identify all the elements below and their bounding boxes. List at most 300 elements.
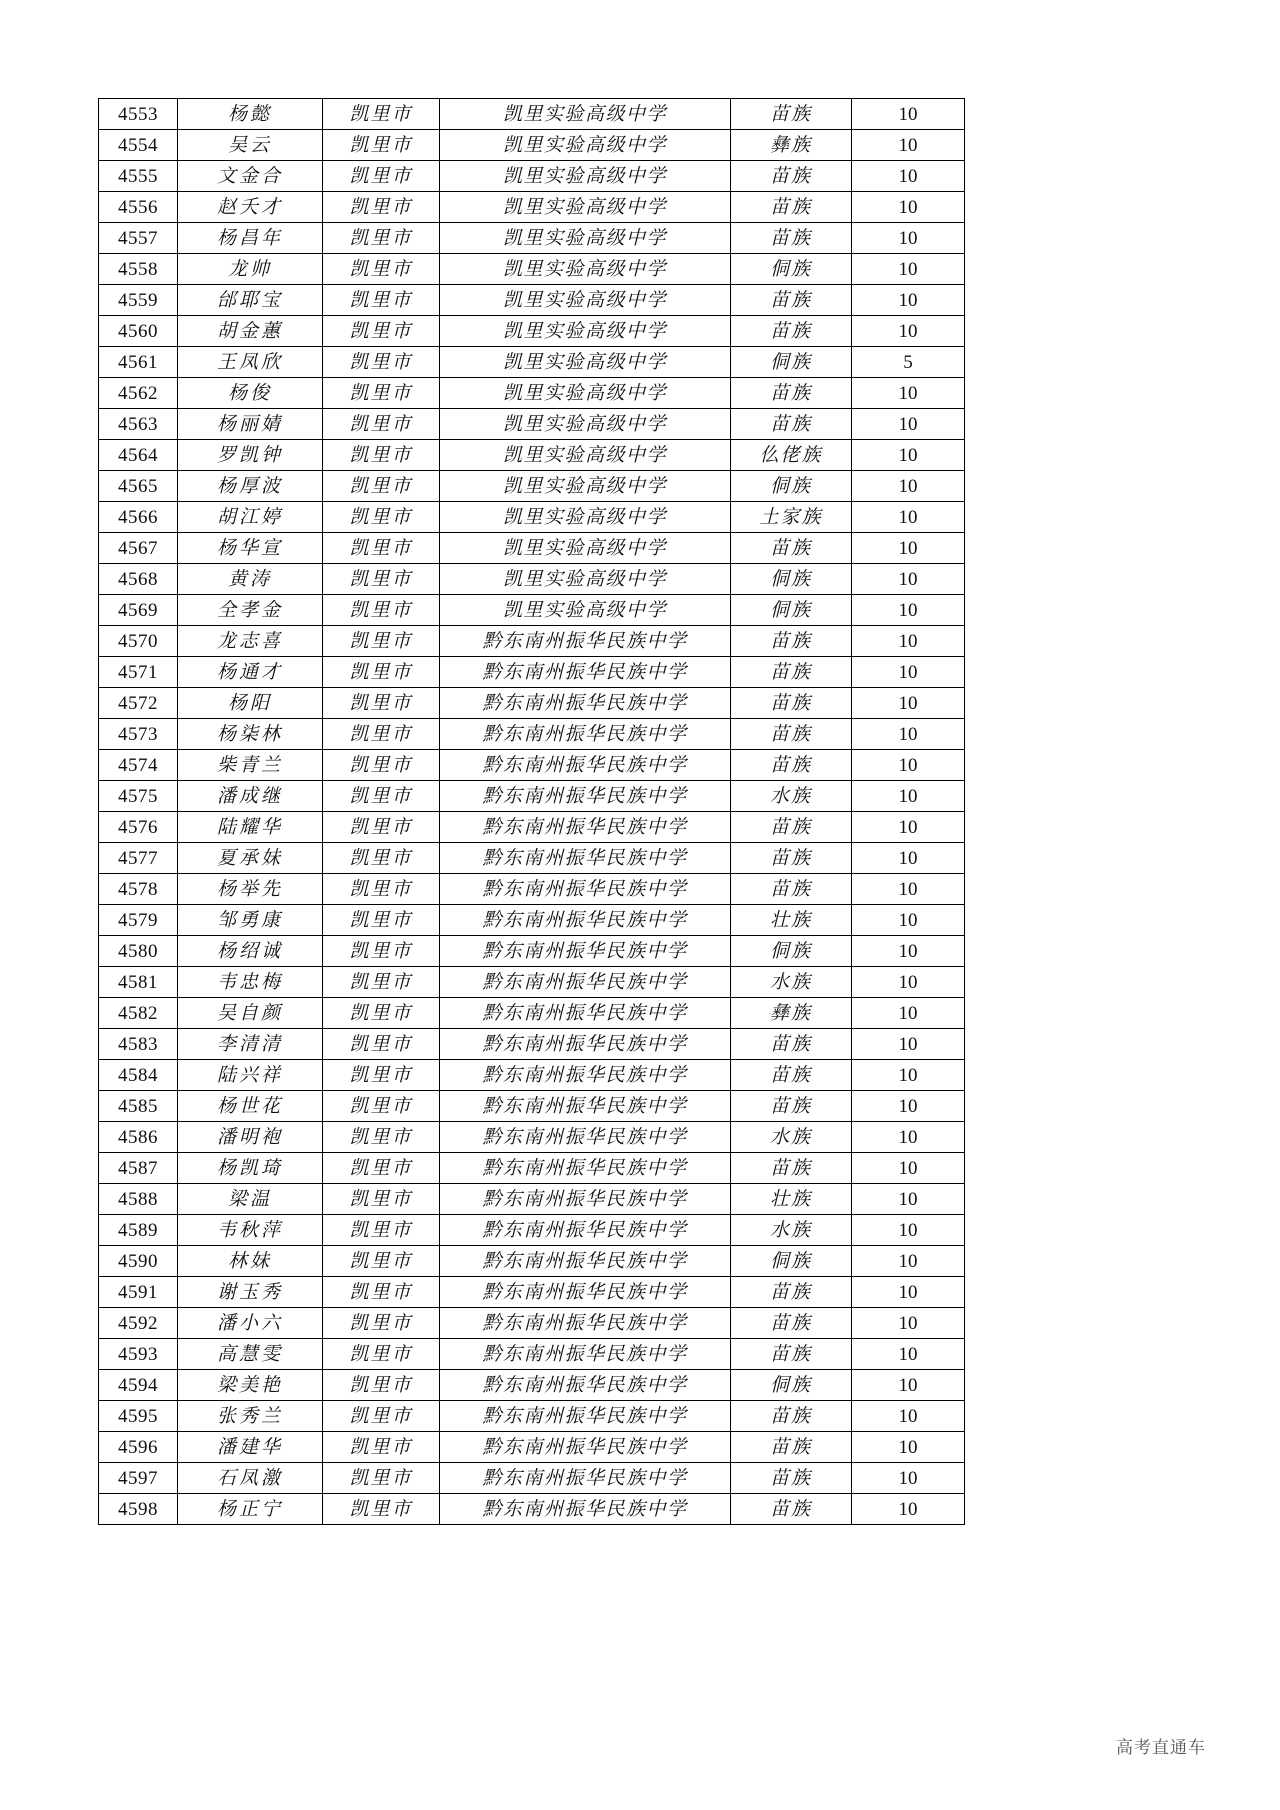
table-row bbox=[99, 1184, 965, 1215]
cell-serial-number: 4588 bbox=[99, 1184, 178, 1215]
cell-city: 凯里市 bbox=[323, 1308, 440, 1339]
cell-city: 凯里市 bbox=[323, 99, 440, 130]
cell-ethnicity: 苗族 bbox=[731, 1494, 852, 1525]
cell-school: 凯里实验高级中学 bbox=[440, 316, 731, 347]
cell-city: 凯里市 bbox=[323, 1091, 440, 1122]
cell-serial-number: 4561 bbox=[99, 347, 178, 378]
cell-school: 凯里实验高级中学 bbox=[440, 533, 731, 564]
cell-bonus-points: 10 bbox=[852, 285, 965, 316]
cell-serial-number: 4553 bbox=[99, 99, 178, 130]
cell-bonus-points: 10 bbox=[852, 1339, 965, 1370]
cell-bonus-points: 10 bbox=[852, 1401, 965, 1432]
cell-school: 黔东南州振华民族中学 bbox=[440, 1029, 731, 1060]
cell-city: 凯里市 bbox=[323, 1122, 440, 1153]
cell-bonus-points: 10 bbox=[852, 1184, 965, 1215]
cell-serial-number: 4572 bbox=[99, 688, 178, 719]
cell-ethnicity: 苗族 bbox=[731, 533, 852, 564]
watermark: 高考直通车 bbox=[1116, 1738, 1206, 1758]
table-row bbox=[99, 936, 965, 967]
cell-ethnicity: 壮族 bbox=[731, 905, 852, 936]
cell-student-name: 全孝金 bbox=[178, 595, 323, 626]
cell-ethnicity: 苗族 bbox=[731, 874, 852, 905]
cell-bonus-points: 10 bbox=[852, 533, 965, 564]
table-row bbox=[99, 1370, 965, 1401]
cell-school: 凯里实验高级中学 bbox=[440, 99, 731, 130]
cell-student-name: 龙帅 bbox=[178, 254, 323, 285]
cell-school: 凯里实验高级中学 bbox=[440, 223, 731, 254]
cell-school: 凯里实验高级中学 bbox=[440, 502, 731, 533]
cell-student-name: 邹勇康 bbox=[178, 905, 323, 936]
cell-school: 黔东南州振华民族中学 bbox=[440, 812, 731, 843]
cell-serial-number: 4568 bbox=[99, 564, 178, 595]
table-row bbox=[99, 161, 965, 192]
cell-bonus-points: 10 bbox=[852, 812, 965, 843]
table-row bbox=[99, 812, 965, 843]
cell-student-name: 胡金蕙 bbox=[178, 316, 323, 347]
cell-serial-number: 4581 bbox=[99, 967, 178, 998]
cell-student-name: 杨举先 bbox=[178, 874, 323, 905]
cell-bonus-points: 10 bbox=[852, 1277, 965, 1308]
cell-city: 凯里市 bbox=[323, 285, 440, 316]
cell-city: 凯里市 bbox=[323, 936, 440, 967]
cell-school: 凯里实验高级中学 bbox=[440, 347, 731, 378]
cell-city: 凯里市 bbox=[323, 1370, 440, 1401]
cell-school: 黔东南州振华民族中学 bbox=[440, 688, 731, 719]
cell-city: 凯里市 bbox=[323, 1494, 440, 1525]
cell-city: 凯里市 bbox=[323, 471, 440, 502]
cell-school: 凯里实验高级中学 bbox=[440, 564, 731, 595]
cell-student-name: 杨昌年 bbox=[178, 223, 323, 254]
cell-ethnicity: 土家族 bbox=[731, 502, 852, 533]
table-row bbox=[99, 1463, 965, 1494]
cell-bonus-points: 10 bbox=[852, 130, 965, 161]
table-row bbox=[99, 409, 965, 440]
cell-city: 凯里市 bbox=[323, 967, 440, 998]
cell-school: 黔东南州振华民族中学 bbox=[440, 1339, 731, 1370]
cell-city: 凯里市 bbox=[323, 161, 440, 192]
table-row bbox=[99, 192, 965, 223]
cell-bonus-points: 10 bbox=[852, 254, 965, 285]
cell-bonus-points: 10 bbox=[852, 1463, 965, 1494]
cell-city: 凯里市 bbox=[323, 874, 440, 905]
cell-bonus-points: 5 bbox=[852, 347, 965, 378]
cell-bonus-points: 10 bbox=[852, 316, 965, 347]
cell-school: 黔东南州振华民族中学 bbox=[440, 781, 731, 812]
cell-student-name: 潘建华 bbox=[178, 1432, 323, 1463]
cell-student-name: 夏承妹 bbox=[178, 843, 323, 874]
table-row bbox=[99, 1060, 965, 1091]
cell-ethnicity: 侗族 bbox=[731, 936, 852, 967]
cell-serial-number: 4582 bbox=[99, 998, 178, 1029]
table-row bbox=[99, 998, 965, 1029]
table-row bbox=[99, 1029, 965, 1060]
cell-bonus-points: 10 bbox=[852, 1494, 965, 1525]
cell-student-name: 高慧雯 bbox=[178, 1339, 323, 1370]
table-row bbox=[99, 874, 965, 905]
cell-serial-number: 4563 bbox=[99, 409, 178, 440]
cell-school: 黔东南州振华民族中学 bbox=[440, 874, 731, 905]
cell-student-name: 陆兴祥 bbox=[178, 1060, 323, 1091]
cell-school: 黔东南州振华民族中学 bbox=[440, 998, 731, 1029]
cell-serial-number: 4567 bbox=[99, 533, 178, 564]
cell-serial-number: 4558 bbox=[99, 254, 178, 285]
cell-student-name: 杨华宣 bbox=[178, 533, 323, 564]
cell-school: 黔东南州振华民族中学 bbox=[440, 1060, 731, 1091]
table-row bbox=[99, 719, 965, 750]
cell-serial-number: 4583 bbox=[99, 1029, 178, 1060]
cell-serial-number: 4557 bbox=[99, 223, 178, 254]
cell-school: 黔东南州振华民族中学 bbox=[440, 1184, 731, 1215]
cell-school: 黔东南州振华民族中学 bbox=[440, 1308, 731, 1339]
cell-serial-number: 4560 bbox=[99, 316, 178, 347]
cell-serial-number: 4569 bbox=[99, 595, 178, 626]
cell-student-name: 吴云 bbox=[178, 130, 323, 161]
cell-serial-number: 4586 bbox=[99, 1122, 178, 1153]
cell-ethnicity: 水族 bbox=[731, 1122, 852, 1153]
cell-bonus-points: 10 bbox=[852, 1122, 965, 1153]
cell-city: 凯里市 bbox=[323, 409, 440, 440]
cell-student-name: 韦秋萍 bbox=[178, 1215, 323, 1246]
cell-serial-number: 4577 bbox=[99, 843, 178, 874]
cell-bonus-points: 10 bbox=[852, 905, 965, 936]
cell-city: 凯里市 bbox=[323, 657, 440, 688]
cell-ethnicity: 苗族 bbox=[731, 1339, 852, 1370]
cell-student-name: 梁美艳 bbox=[178, 1370, 323, 1401]
cell-ethnicity: 苗族 bbox=[731, 1029, 852, 1060]
cell-city: 凯里市 bbox=[323, 378, 440, 409]
cell-ethnicity: 苗族 bbox=[731, 1060, 852, 1091]
cell-serial-number: 4574 bbox=[99, 750, 178, 781]
cell-ethnicity: 苗族 bbox=[731, 378, 852, 409]
cell-ethnicity: 苗族 bbox=[731, 1277, 852, 1308]
cell-student-name: 杨阳 bbox=[178, 688, 323, 719]
cell-city: 凯里市 bbox=[323, 1184, 440, 1215]
cell-ethnicity: 苗族 bbox=[731, 626, 852, 657]
cell-city: 凯里市 bbox=[323, 1153, 440, 1184]
table-row bbox=[99, 223, 965, 254]
cell-ethnicity: 侗族 bbox=[731, 254, 852, 285]
cell-serial-number: 4592 bbox=[99, 1308, 178, 1339]
cell-student-name: 韦忠梅 bbox=[178, 967, 323, 998]
table-row bbox=[99, 750, 965, 781]
cell-serial-number: 4566 bbox=[99, 502, 178, 533]
cell-city: 凯里市 bbox=[323, 595, 440, 626]
cell-bonus-points: 10 bbox=[852, 595, 965, 626]
table-row bbox=[99, 316, 965, 347]
cell-serial-number: 4564 bbox=[99, 440, 178, 471]
cell-city: 凯里市 bbox=[323, 440, 440, 471]
cell-ethnicity: 彝族 bbox=[731, 998, 852, 1029]
cell-serial-number: 4556 bbox=[99, 192, 178, 223]
cell-ethnicity: 侗族 bbox=[731, 1246, 852, 1277]
table-row bbox=[99, 595, 965, 626]
cell-ethnicity: 水族 bbox=[731, 967, 852, 998]
cell-student-name: 张秀兰 bbox=[178, 1401, 323, 1432]
cell-bonus-points: 10 bbox=[852, 192, 965, 223]
cell-city: 凯里市 bbox=[323, 781, 440, 812]
cell-bonus-points: 10 bbox=[852, 843, 965, 874]
table-row bbox=[99, 347, 965, 378]
cell-school: 黔东南州振华民族中学 bbox=[440, 1401, 731, 1432]
cell-bonus-points: 10 bbox=[852, 440, 965, 471]
cell-city: 凯里市 bbox=[323, 192, 440, 223]
cell-city: 凯里市 bbox=[323, 254, 440, 285]
table-row bbox=[99, 905, 965, 936]
cell-ethnicity: 苗族 bbox=[731, 161, 852, 192]
cell-school: 黔东南州振华民族中学 bbox=[440, 719, 731, 750]
cell-student-name: 文金合 bbox=[178, 161, 323, 192]
cell-student-name: 杨通才 bbox=[178, 657, 323, 688]
cell-bonus-points: 10 bbox=[852, 1153, 965, 1184]
table-row bbox=[99, 1246, 965, 1277]
table-row bbox=[99, 130, 965, 161]
cell-serial-number: 4587 bbox=[99, 1153, 178, 1184]
table-row bbox=[99, 471, 965, 502]
cell-school: 黔东南州振华民族中学 bbox=[440, 750, 731, 781]
cell-city: 凯里市 bbox=[323, 502, 440, 533]
cell-student-name: 杨世花 bbox=[178, 1091, 323, 1122]
cell-school: 凯里实验高级中学 bbox=[440, 285, 731, 316]
cell-bonus-points: 10 bbox=[852, 1308, 965, 1339]
cell-serial-number: 4597 bbox=[99, 1463, 178, 1494]
table-row bbox=[99, 99, 965, 130]
cell-bonus-points: 10 bbox=[852, 719, 965, 750]
cell-student-name: 杨正宁 bbox=[178, 1494, 323, 1525]
cell-city: 凯里市 bbox=[323, 1029, 440, 1060]
cell-bonus-points: 10 bbox=[852, 967, 965, 998]
cell-city: 凯里市 bbox=[323, 1463, 440, 1494]
cell-serial-number: 4571 bbox=[99, 657, 178, 688]
cell-student-name: 梁温 bbox=[178, 1184, 323, 1215]
cell-city: 凯里市 bbox=[323, 564, 440, 595]
cell-serial-number: 4590 bbox=[99, 1246, 178, 1277]
cell-serial-number: 4555 bbox=[99, 161, 178, 192]
cell-serial-number: 4596 bbox=[99, 1432, 178, 1463]
cell-ethnicity: 侗族 bbox=[731, 595, 852, 626]
cell-student-name: 龙志喜 bbox=[178, 626, 323, 657]
cell-ethnicity: 苗族 bbox=[731, 316, 852, 347]
cell-city: 凯里市 bbox=[323, 316, 440, 347]
cell-school: 黔东南州振华民族中学 bbox=[440, 1463, 731, 1494]
table-row bbox=[99, 1122, 965, 1153]
cell-serial-number: 4579 bbox=[99, 905, 178, 936]
cell-school: 凯里实验高级中学 bbox=[440, 161, 731, 192]
cell-ethnicity: 苗族 bbox=[731, 843, 852, 874]
cell-city: 凯里市 bbox=[323, 812, 440, 843]
cell-student-name: 杨俊 bbox=[178, 378, 323, 409]
cell-serial-number: 4585 bbox=[99, 1091, 178, 1122]
cell-school: 黔东南州振华民族中学 bbox=[440, 1246, 731, 1277]
cell-ethnicity: 仫佬族 bbox=[731, 440, 852, 471]
cell-student-name: 李清清 bbox=[178, 1029, 323, 1060]
cell-ethnicity: 苗族 bbox=[731, 657, 852, 688]
cell-serial-number: 4595 bbox=[99, 1401, 178, 1432]
cell-bonus-points: 10 bbox=[852, 657, 965, 688]
cell-bonus-points: 10 bbox=[852, 99, 965, 130]
cell-serial-number: 4593 bbox=[99, 1339, 178, 1370]
cell-bonus-points: 10 bbox=[852, 626, 965, 657]
table-row bbox=[99, 1308, 965, 1339]
cell-ethnicity: 苗族 bbox=[731, 1091, 852, 1122]
cell-bonus-points: 10 bbox=[852, 1060, 965, 1091]
cell-ethnicity: 苗族 bbox=[731, 1401, 852, 1432]
cell-serial-number: 4589 bbox=[99, 1215, 178, 1246]
cell-school: 黔东南州振华民族中学 bbox=[440, 1153, 731, 1184]
cell-ethnicity: 苗族 bbox=[731, 99, 852, 130]
cell-ethnicity: 苗族 bbox=[731, 1463, 852, 1494]
cell-bonus-points: 10 bbox=[852, 750, 965, 781]
cell-bonus-points: 10 bbox=[852, 378, 965, 409]
cell-bonus-points: 10 bbox=[852, 1029, 965, 1060]
cell-city: 凯里市 bbox=[323, 688, 440, 719]
cell-school: 黔东南州振华民族中学 bbox=[440, 1215, 731, 1246]
cell-ethnicity: 侗族 bbox=[731, 564, 852, 595]
cell-student-name: 潘成继 bbox=[178, 781, 323, 812]
cell-school: 凯里实验高级中学 bbox=[440, 409, 731, 440]
cell-ethnicity: 水族 bbox=[731, 1215, 852, 1246]
table-row bbox=[99, 378, 965, 409]
table-row bbox=[99, 1401, 965, 1432]
table-row bbox=[99, 1091, 965, 1122]
cell-serial-number: 4575 bbox=[99, 781, 178, 812]
cell-school: 黔东南州振华民族中学 bbox=[440, 1091, 731, 1122]
table-row bbox=[99, 843, 965, 874]
table-row bbox=[99, 285, 965, 316]
table-row bbox=[99, 533, 965, 564]
cell-bonus-points: 10 bbox=[852, 502, 965, 533]
table-row bbox=[99, 967, 965, 998]
cell-city: 凯里市 bbox=[323, 905, 440, 936]
cell-student-name: 潘明袍 bbox=[178, 1122, 323, 1153]
cell-school: 凯里实验高级中学 bbox=[440, 595, 731, 626]
cell-student-name: 潘小六 bbox=[178, 1308, 323, 1339]
cell-bonus-points: 10 bbox=[852, 471, 965, 502]
cell-ethnicity: 壮族 bbox=[731, 1184, 852, 1215]
cell-ethnicity: 苗族 bbox=[731, 1153, 852, 1184]
cell-ethnicity: 侗族 bbox=[731, 471, 852, 502]
cell-city: 凯里市 bbox=[323, 1246, 440, 1277]
cell-ethnicity: 苗族 bbox=[731, 688, 852, 719]
cell-school: 黔东南州振华民族中学 bbox=[440, 1277, 731, 1308]
cell-serial-number: 4570 bbox=[99, 626, 178, 657]
cell-serial-number: 4573 bbox=[99, 719, 178, 750]
cell-school: 黔东南州振华民族中学 bbox=[440, 1494, 731, 1525]
cell-city: 凯里市 bbox=[323, 1215, 440, 1246]
cell-student-name: 黄涛 bbox=[178, 564, 323, 595]
cell-student-name: 谢玉秀 bbox=[178, 1277, 323, 1308]
cell-bonus-points: 10 bbox=[852, 409, 965, 440]
cell-school: 黔东南州振华民族中学 bbox=[440, 657, 731, 688]
cell-student-name: 陆耀华 bbox=[178, 812, 323, 843]
cell-bonus-points: 10 bbox=[852, 1370, 965, 1401]
cell-city: 凯里市 bbox=[323, 1277, 440, 1308]
cell-bonus-points: 10 bbox=[852, 998, 965, 1029]
cell-student-name: 杨丽婧 bbox=[178, 409, 323, 440]
cell-bonus-points: 10 bbox=[852, 781, 965, 812]
cell-serial-number: 4559 bbox=[99, 285, 178, 316]
cell-serial-number: 4576 bbox=[99, 812, 178, 843]
table-row bbox=[99, 1494, 965, 1525]
cell-ethnicity: 彝族 bbox=[731, 130, 852, 161]
cell-student-name: 吴自颜 bbox=[178, 998, 323, 1029]
cell-student-name: 杨凯琦 bbox=[178, 1153, 323, 1184]
table-row bbox=[99, 1277, 965, 1308]
table-row bbox=[99, 626, 965, 657]
cell-ethnicity: 苗族 bbox=[731, 285, 852, 316]
cell-ethnicity: 苗族 bbox=[731, 409, 852, 440]
cell-city: 凯里市 bbox=[323, 223, 440, 254]
cell-bonus-points: 10 bbox=[852, 1246, 965, 1277]
cell-ethnicity: 苗族 bbox=[731, 1308, 852, 1339]
cell-serial-number: 4598 bbox=[99, 1494, 178, 1525]
cell-bonus-points: 10 bbox=[852, 1215, 965, 1246]
cell-ethnicity: 苗族 bbox=[731, 719, 852, 750]
cell-student-name: 罗凯钟 bbox=[178, 440, 323, 471]
cell-ethnicity: 水族 bbox=[731, 781, 852, 812]
cell-student-name: 杨懿 bbox=[178, 99, 323, 130]
table-row bbox=[99, 1153, 965, 1184]
cell-school: 黔东南州振华民族中学 bbox=[440, 967, 731, 998]
cell-school: 黔东南州振华民族中学 bbox=[440, 1122, 731, 1153]
cell-bonus-points: 10 bbox=[852, 936, 965, 967]
cell-serial-number: 4554 bbox=[99, 130, 178, 161]
cell-city: 凯里市 bbox=[323, 750, 440, 781]
table-row bbox=[99, 781, 965, 812]
cell-bonus-points: 10 bbox=[852, 223, 965, 254]
cell-school: 凯里实验高级中学 bbox=[440, 440, 731, 471]
cell-city: 凯里市 bbox=[323, 1339, 440, 1370]
cell-student-name: 邰耶宝 bbox=[178, 285, 323, 316]
cell-city: 凯里市 bbox=[323, 533, 440, 564]
cell-ethnicity: 苗族 bbox=[731, 750, 852, 781]
cell-serial-number: 4594 bbox=[99, 1370, 178, 1401]
cell-school: 凯里实验高级中学 bbox=[440, 130, 731, 161]
cell-bonus-points: 10 bbox=[852, 161, 965, 192]
cell-school: 黔东南州振华民族中学 bbox=[440, 626, 731, 657]
cell-city: 凯里市 bbox=[323, 347, 440, 378]
cell-ethnicity: 苗族 bbox=[731, 812, 852, 843]
cell-student-name: 石凤激 bbox=[178, 1463, 323, 1494]
cell-school: 黔东南州振华民族中学 bbox=[440, 905, 731, 936]
cell-ethnicity: 侗族 bbox=[731, 1370, 852, 1401]
cell-school: 凯里实验高级中学 bbox=[440, 471, 731, 502]
cell-student-name: 杨厚波 bbox=[178, 471, 323, 502]
cell-ethnicity: 苗族 bbox=[731, 192, 852, 223]
cell-city: 凯里市 bbox=[323, 843, 440, 874]
cell-school: 凯里实验高级中学 bbox=[440, 378, 731, 409]
cell-school: 黔东南州振华民族中学 bbox=[440, 936, 731, 967]
table-row bbox=[99, 1432, 965, 1463]
cell-serial-number: 4584 bbox=[99, 1060, 178, 1091]
cell-student-name: 杨柒林 bbox=[178, 719, 323, 750]
cell-student-name: 杨绍诚 bbox=[178, 936, 323, 967]
cell-city: 凯里市 bbox=[323, 719, 440, 750]
cell-school: 凯里实验高级中学 bbox=[440, 254, 731, 285]
table-row bbox=[99, 1339, 965, 1370]
cell-school: 凯里实验高级中学 bbox=[440, 192, 731, 223]
roster-table bbox=[98, 98, 965, 1525]
cell-bonus-points: 10 bbox=[852, 874, 965, 905]
table-row bbox=[99, 440, 965, 471]
cell-bonus-points: 10 bbox=[852, 1091, 965, 1122]
cell-school: 黔东南州振华民族中学 bbox=[440, 1370, 731, 1401]
cell-bonus-points: 10 bbox=[852, 1432, 965, 1463]
cell-bonus-points: 10 bbox=[852, 564, 965, 595]
cell-ethnicity: 侗族 bbox=[731, 347, 852, 378]
cell-serial-number: 4565 bbox=[99, 471, 178, 502]
table-row bbox=[99, 1215, 965, 1246]
cell-student-name: 赵夭才 bbox=[178, 192, 323, 223]
